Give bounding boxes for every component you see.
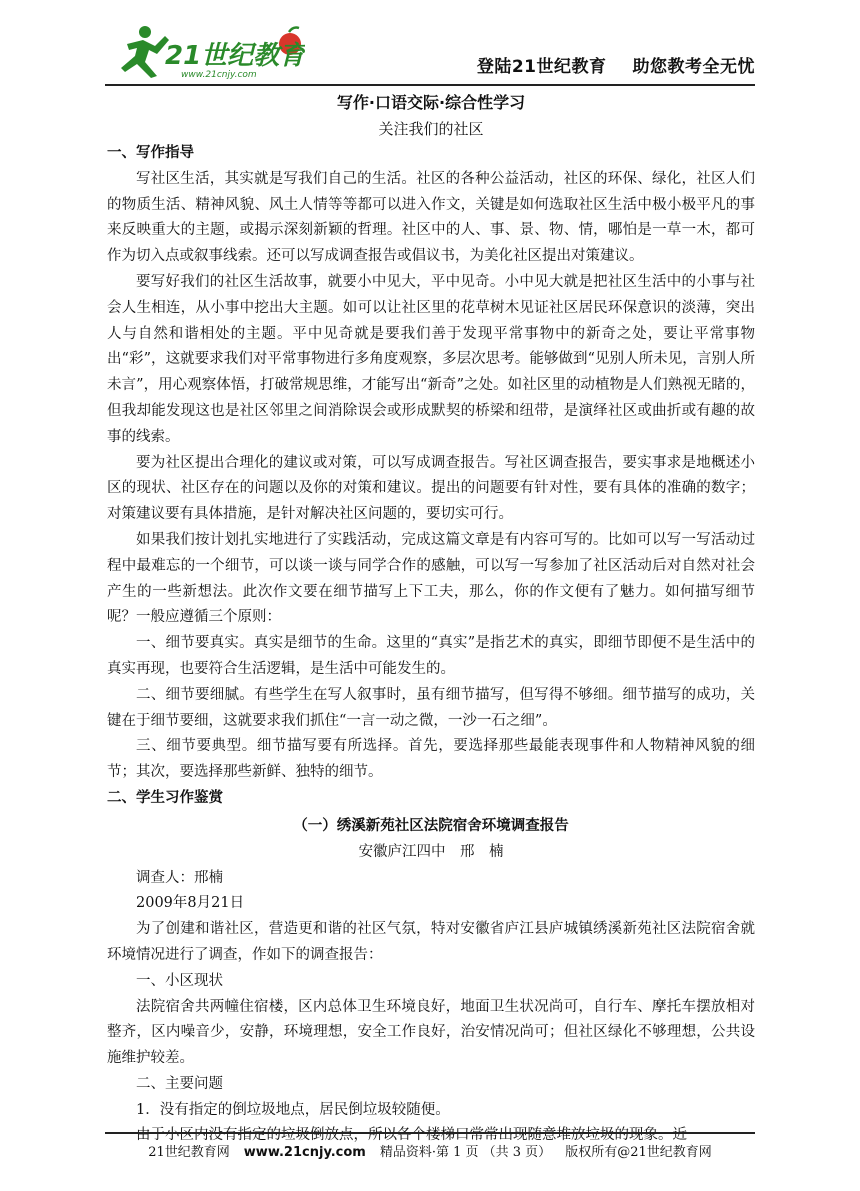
paragraph: 要为社区提出合理化的建议或对策，可以写成调查报告。写社区调查报告，要实事求是地概述小区的现状、社区存在的问题以及你的对策和建议。提出的问题要有针对性，要有具体的准确的数字；对策建议要有具体措施，是针对解决社区问题的，要切实可行。 xyxy=(107,454,755,523)
problem-item: 1．没有指定的倒垃圾地点，居民倒垃圾较随便。 xyxy=(136,1101,450,1118)
paragraph: 法院宿舍共两幢住宿楼，区内总体卫生环境良好，地面卫生状况尚可，自行车、摩托车摆放相对整齐，区内噪音少，安静，环境理想，安全工作良好，治安情况尚可；但社区绿化不够理想，公共设施维护较差。 xyxy=(107,998,755,1067)
slogan-left: 登陆21世纪教育 xyxy=(476,57,607,77)
header-slogan xyxy=(477,52,755,77)
slogan-right: 助您教考全无忧 xyxy=(632,57,755,77)
runner-icon xyxy=(121,26,169,78)
essay-author: 安徽庐江四中 邢 楠 xyxy=(358,843,504,860)
footer-page-info: 精品资料·第 1 页 （共 3 页） xyxy=(379,1145,552,1160)
paragraph: 二、细节要细腻。有些学生在写人叙事时，虽有细节描写，但写得不够细。细节描写的成功，关键在于细节要细，这就要求我们抓住“一言一动之微，一沙一石之细”。 xyxy=(107,686,755,729)
subheading-main-problems: 二、主要问题 xyxy=(136,1075,223,1092)
header-divider xyxy=(105,84,755,86)
footer-site: 21世纪教育网 xyxy=(148,1145,230,1160)
paragraph: 写社区生活，其实就是写我们自己的生活。社区的各种公益活动，社区的环保、绿化，社区人们的物质生活、精神风貌、风土人情等等都可以进入作文，关键是如何选取社区生活中极小极平凡的事来反映重大的主题，或揭示深刻新颖的哲理。社区中的人、事、景、物、情，哪怕是一草一木，都可作为切入点或叙事线索。还可以写成调查报告或倡议书，为美化社区提出对策建议。 xyxy=(107,170,755,265)
logo-url: www.21cnjy.com xyxy=(181,70,257,80)
investigator-line: 调查人：邢楠 xyxy=(136,869,223,886)
paragraph: 要写好我们的社区生活故事，就要小中见大，平中见奇。小中见大就是把社区生活中的小事与社会人生相连，从小事中挖出大主题。如可以让社区里的花草树木见证社区居民环保意识的淡薄，突出人与自然和谐相处的主题。平中见奇就是要我们善于发现平常事物中的新奇之处，要让平常事物出“彩”，这就要求我们对平常事物进行多角度观察，多层次思考。能够做到“见别人所未见，言别人所未言”，用心观察体悟，打破常规思维，才能写出“新奇”之处。如社区里的动植物是人们熟视无睹的，但我却能发现这也是社区邻里之间消除误会或形成默契的桥梁和纽带，是演绎社区或曲折或有趣的故事的线索。 xyxy=(107,273,755,445)
site-logo xyxy=(105,22,305,82)
page-title: 写作·口语交际·综合性学习 xyxy=(336,93,526,112)
page-subtitle: 关注我们的社区 xyxy=(378,120,484,138)
footer-copyright: 版权所有@21世纪教育网 xyxy=(565,1145,712,1160)
section-heading-writing-guide: 一、写作指导 xyxy=(107,145,194,161)
document-body xyxy=(107,89,755,1149)
paragraph: 三、细节要典型。细节描写要有所选择。首先，要选择那些最能表现事件和人物精神风貌的细节；其次，要选择那些新鲜、独特的细节。 xyxy=(107,738,755,781)
footer-divider xyxy=(105,1132,755,1134)
section-heading-student-essays: 二、学生习作鉴赏 xyxy=(107,789,223,806)
date-line: 2009年8月21日 xyxy=(136,895,245,912)
page-footer xyxy=(105,1141,755,1160)
essay-title: （一）绣溪新苑社区法院宿舍环境调查报告 xyxy=(293,817,569,834)
paragraph: 一、细节要真实。真实是细节的生命。这里的“真实”是指艺术的真实，即细节即便不是生活中的真实再现，也要符合生活逻辑，是生活中可能发生的。 xyxy=(107,635,755,677)
paragraph: 如果我们按计划扎实地进行了实践活动，完成这篇文章是有内容可写的。比如可以写一写活动过程中最难忘的一个细节，可以谈一谈与同学合作的感触，可以写一写参加了社区活动后对自然对社会产生的一些新想法。此次作文要在细节描写上下工夫，那么，你的作文便有了魅力。如何描写细节呢？一般应遵循三个原则： xyxy=(107,531,755,626)
paragraph: 为了创建和谐社区，营造更和谐的社区气氛，特对安徽省庐江县庐城镇绣溪新苑社区法院宿舍就环境情况进行了调查，作如下的调查报告： xyxy=(107,921,755,963)
footer-url-link[interactable]: www.21cnjy.com xyxy=(243,1145,366,1160)
paragraph: 由于小区内没有指定的垃圾倒放点，所以各个楼梯口常常出现随意堆放垃圾的现象。近 xyxy=(136,1127,687,1144)
logo-text: 21世纪教育 xyxy=(165,41,305,71)
subheading-current-status: 一、小区现状 xyxy=(136,972,223,989)
page-header xyxy=(105,22,755,82)
